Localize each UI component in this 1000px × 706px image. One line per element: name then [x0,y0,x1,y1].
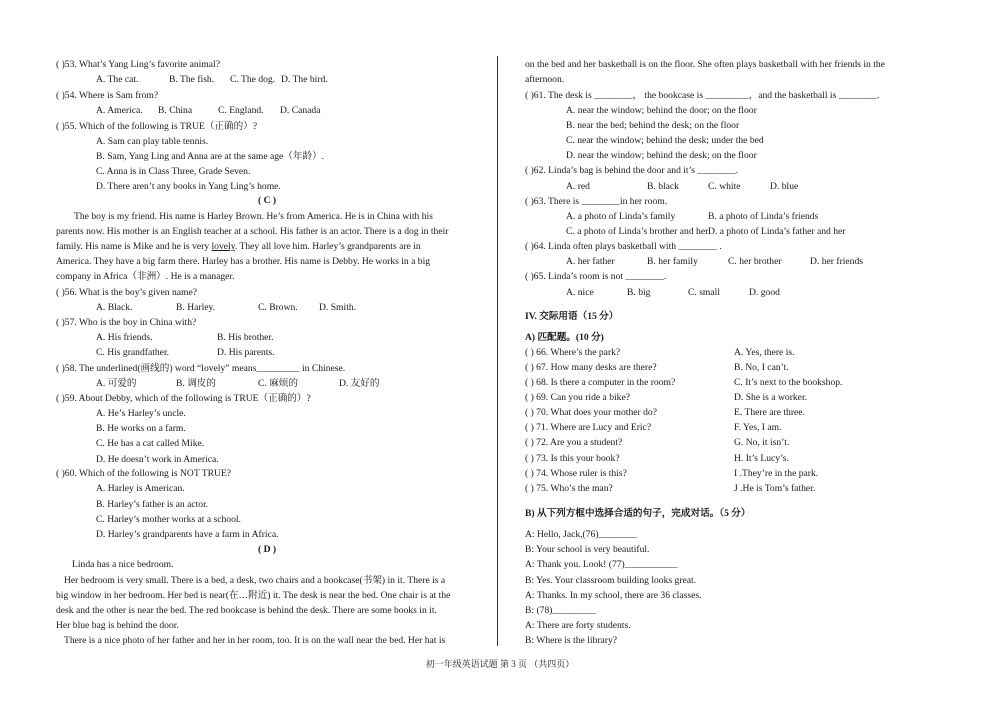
q53-stem: ( )53. What’s Yang Ling’s favorite animal? [56,59,220,70]
passage-c-line: parents now. His mother is an English teacher at a school. His father is an actor. There is a dog in their [56,226,449,237]
q57-option: D. His parents. [217,347,275,358]
match-answer: G. No, it isn’t. [734,437,790,448]
q59-stem: ( )59. About Debby, which of the following is TRUE（正确的）? [56,393,311,404]
match-answer: D. She is a worker. [734,392,808,403]
dialog-line: B: Yes. Your classroom building looks great. [525,575,697,586]
q65-option: B. big [627,287,651,298]
dialog-line: B: Where is the library? [525,635,617,646]
q64-option: A. her father [566,256,615,267]
match-answer: C. It’s next to the bookshop. [734,377,843,388]
match-question: ( ) 74. Whose ruler is this? [525,468,627,479]
q60-option: C. Harley’s mother works at a school. [96,514,241,525]
q60-option: D. Harley’s grandparents have a farm in Africa. [96,529,279,540]
q62-option: A. red [566,181,590,192]
passage-d-line: big window in her bedroom. Her bed is near(在…附近) it. The desk is near the bed. One chair is at the [56,590,451,601]
q57-option: B. His brother. [217,332,274,343]
q56-option: A. Black. [96,302,133,313]
q58-stem: ( )58. The underlined(画线的) word “lovely” means_________ in Chinese. [56,363,346,374]
q54-option: C. England. [218,105,264,116]
passage-d-line: There is a nice photo of her father and her in her room, too. It is on the wall near the bed. Her hat is [64,635,446,646]
section-a-heading: A) 匹配题。(10 分) [525,332,604,343]
match-question: ( ) 75. Who’s the man? [525,483,613,494]
q54-option: B. China [158,105,193,116]
match-answer: A. Yes, there is. [734,347,795,358]
q61-stem: ( )61. The desk is ________， the bookcase is _________，and the basketball is ________. [525,90,880,101]
passage-d-line: Her bedroom is very small. There is a bed, a desk, two chairs and a bookcase(书架) in it. There is a [64,575,446,586]
passage-d-line: Her blue bag is behind the door. [56,620,179,631]
q55-option: C. Anna is in Class Three, Grade Seven. [96,166,251,177]
q58-option: D. 友好的 [339,378,380,389]
section-c-heading: ( C ) [258,195,277,206]
q55-stem: ( )55. Which of the following is TRUE（正确的）? [56,121,258,132]
q59-option: B. He works on a farm. [96,423,186,434]
q65-stem: ( )65. Linda’s room is not ________. [525,271,667,282]
q55-option: B. Sam, Yang Ling and Anna are at the same age（年龄）. [96,151,325,162]
passage-d-line: Linda has a nice bedroom. [72,559,174,570]
match-answer: E. There are three. [734,407,805,418]
dialog-line: B: (78)_________ [525,605,596,616]
passage-c-line: The boy is my friend. His name is Harley Brown. He’s from America. He is in China with his [74,211,433,222]
q60-option: A. Harley is American. [96,483,185,494]
q63-option: B. a photo of Linda’s friends [708,211,819,222]
q54-stem: ( )54. Where is Sam from? [56,90,159,101]
match-answer: F. Yes, I am. [734,422,782,433]
q55-option: D. There aren’t any books in Yang Ling’s home. [96,181,281,192]
passage-c-line: company in Africa（非洲）. He is a manager. [56,271,235,282]
q62-stem: ( )62. Linda’s bag is behind the door and it’s ________. [525,165,739,176]
q63-option: A. a photo of Linda’s family [566,211,676,222]
q63-option: C. a photo of Linda’s brother and her [566,226,709,237]
q59-option: D. He doesn’t work in America. [96,454,219,465]
q56-option: B. Harley. [176,302,216,313]
q63-option: D. a photo of Linda’s father and her [708,226,846,237]
q64-option: D. her friends [810,256,864,267]
q58-option: A. 可爱的 [96,378,137,389]
passage-c-text: . They all love him. Harley’s grandparents are in [234,241,421,252]
dialog-line: A: Thanks. In my school, there are 36 classes. [525,590,702,601]
q57-option: A. His friends. [96,332,153,343]
q54-option: A. America. [96,105,143,116]
q56-option: D. Smith. [319,302,357,313]
passage-d-cont-line: afternoon. [525,74,565,85]
passage-c-text: family. His name is Mike and he is very [56,241,212,252]
match-answer: I .They’re in the park. [734,468,819,479]
q53-option: C. The dog. [230,74,276,85]
q65-option: C. small [688,287,720,298]
page-footer: 初一年级英语试题 第 3 页 （共四页） [425,659,575,669]
match-question: ( ) 67. How many desks are there? [525,362,657,373]
match-answer: H. It’s Lucy’s. [734,453,789,464]
q53-option: A. The cat. [96,74,139,85]
passage-c-line [56,240,421,253]
passage-d-cont-line: on the bed and her basketball is on the floor. She often plays basketball with her friends in the [525,59,885,70]
section-iv-heading: IV. 交际用语（15 分） [525,311,619,322]
q57-option: C. His grandfather. [96,347,170,358]
q61-option: B. near the bed; behind the desk; on the floor [566,120,740,131]
q61-option: C. near the window; behind the desk; under the bed [566,135,764,146]
passage-c-line: America. They have a big farm there. Harley has a brother. His name is Debby. He works in a big [56,256,431,267]
q62-option: B. black [647,181,679,192]
match-question: ( ) 69. Can you ride a bike? [525,392,630,403]
q65-option: A. nice [566,287,594,298]
underlined-word: lovely [211,241,235,252]
q61-option: D. near the window; behind the desk; on the floor [566,150,757,161]
q59-option: C. He has a cat called Mike. [96,438,205,449]
q64-option: B. her family [647,256,698,267]
match-question: ( ) 68. Is there a computer in the room? [525,377,676,388]
q56-stem: ( )56. What is the boy’s given name? [56,287,198,298]
column-divider [497,56,498,646]
match-question: ( ) 66. Where’s the park? [525,347,621,358]
q60-option: B. Harley’s father is an actor. [96,499,209,510]
q64-stem: ( )64. Linda often plays basketball with ________ . [525,241,722,252]
dialog-line: A: Thank you. Look! (77)___________ [525,559,678,570]
q57-stem: ( )57. Who is the boy in China with? [56,317,197,328]
match-question: ( ) 73. Is this your book? [525,453,620,464]
match-question: ( ) 70. What does your mother do? [525,407,657,418]
passage-d-line: desk and the other is near the bed. The red bookcase is behind the desk. There are some books in it. [56,605,437,616]
q56-option: C. Brown. [258,302,298,313]
q59-option: A. He’s Harley’s uncle. [96,408,186,419]
section-d-heading: ( D ) [258,544,277,555]
q60-stem: ( )60. Which of the following is NOT TRUE? [56,468,232,479]
q55-option: A. Sam can play table tennis. [96,136,209,147]
dialog-line: A: There are forty students. [525,620,631,631]
q64-option: C. her brother [728,256,782,267]
q62-option: D. blue [770,181,799,192]
match-question: ( ) 72. Are you a student? [525,437,623,448]
dialog-line: A: Hello, Jack,(76)________ [525,529,637,540]
q62-option: C. white [708,181,741,192]
q54-option: D. Canada [280,105,321,116]
q65-option: D. good [749,287,780,298]
q53-option: B. The fish. [169,74,215,85]
q58-option: B. 调皮的 [176,378,216,389]
q63-stem: ( )63. There is ________in her room. [525,196,668,207]
section-b-heading: B) 从下列方框中选择合适的句子，完成对话。（5 分） [525,508,751,519]
match-question: ( ) 71. Where are Lucy and Eric? [525,422,652,433]
match-answer: B. No, I can’t. [734,362,789,373]
match-answer: J .He is Tom’s father. [734,483,816,494]
q61-option: A. near the window; behind the door; on the floor [566,105,757,116]
dialog-line: B: Your school is very beautiful. [525,544,650,555]
q58-option: C. 麻烦的 [258,378,298,389]
q53-option: D. The bird. [281,74,328,85]
